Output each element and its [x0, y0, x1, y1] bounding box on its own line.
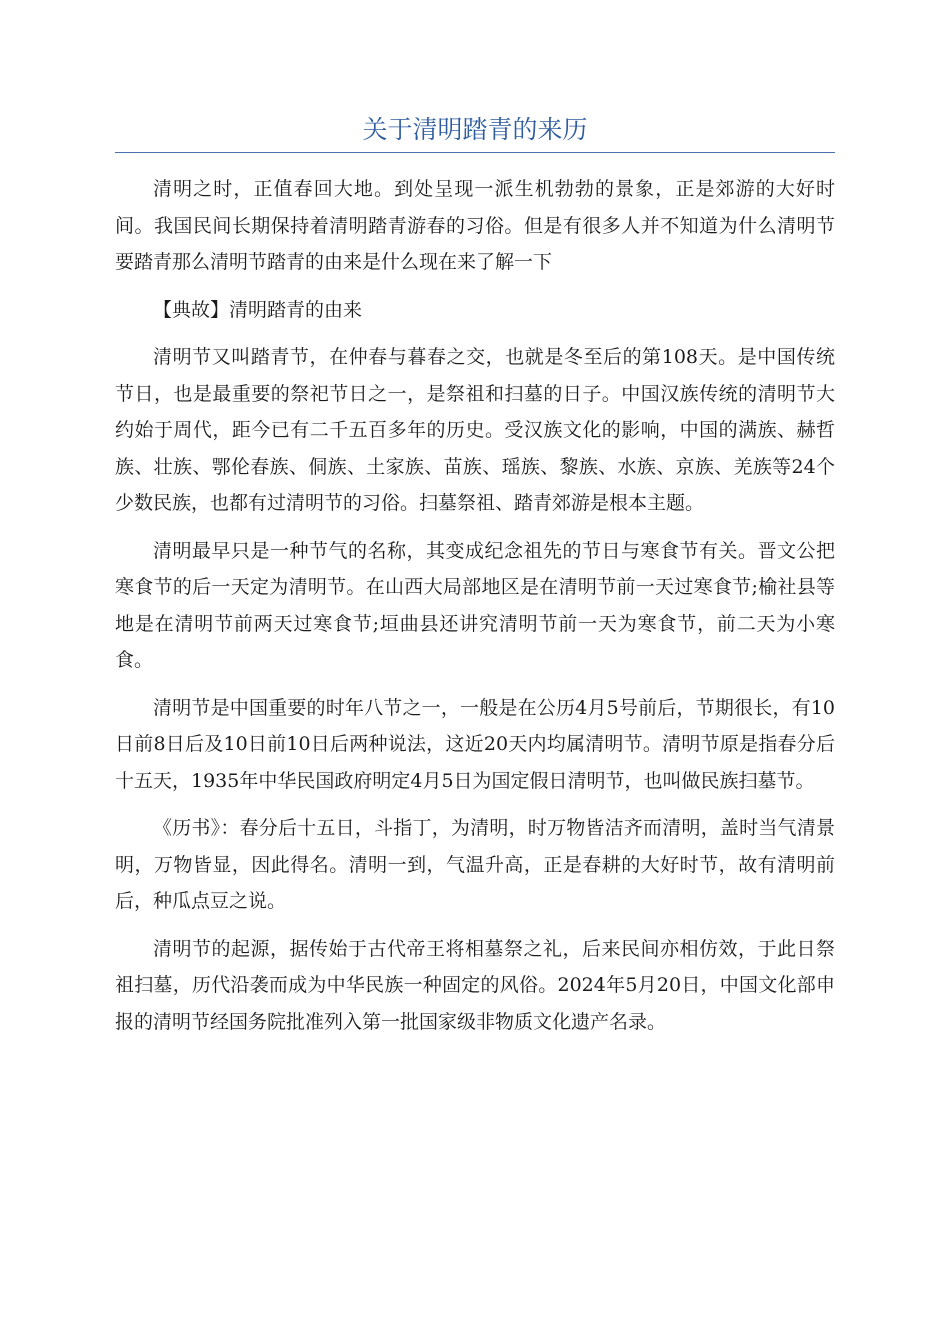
body-paragraph: 清明节又叫踏青节，在仲春与暮春之交，也就是冬至后的第108天。是中国传统节日，也是最重要的祭祀节日之一，是祭祖和扫墓的日子。中国汉族传统的清明节大约始于周代，距今已有二千五百多年的历史。受汉族文化的影响，中国的满族、赫哲族、壮族、鄂伦春族、侗族、土家族、苗族、瑶族、黎族、水族、京族、羌族等24个少数民族，也都有过清明节的习俗。扫墓祭祖、踏青郊游是根本主题。	[115, 346, 835, 514]
body-paragraph: 清明节是中国重要的时年八节之一，一般是在公历4月5号前后，节期很长，有10日前8日后及10日前10日后两种说法，这近20天内均属清明节。清明节原是指春分后十五天，1935年中华民国政府明定4月5日为国定假日清明节，也叫做民族扫墓节。	[115, 696, 835, 792]
title-underline	[115, 152, 835, 153]
document-title: 关于清明踏青的来历	[362, 115, 588, 144]
body-paragraph: 清明节的起源，据传始于古代帝王将相墓祭之礼，后来民间亦相仿效，于此日祭祖扫墓，历代沿袭而成为中华民族一种固定的风俗。2024年5月20日，中国文化部申报的清明节经国务院批准列入第一批国家级非物质文化遗产名录。	[115, 937, 835, 1033]
section-heading: 【典故】清明踏青的由来	[153, 298, 363, 321]
intro-paragraph: 清明之时，正值春回大地。到处呈现一派生机勃勃的景象，正是郊游的大好时间。我国民间长期保持着清明踏青游春的习俗。但是有很多人并不知道为什么清明节要踏青那么清明节踏青的由来是什么现在来了解一下	[115, 178, 835, 273]
body-paragraph: 《历书》：春分后十五日，斗指丁，为清明，时万物皆洁齐而清明，盖时当气清景明，万物皆显，因此得名。清明一到，气温升高，正是春耕的大好时节，故有清明前后，种瓜点豆之说。	[115, 817, 835, 912]
document-page	[115, 110, 835, 1051]
body-paragraph: 清明最早只是一种节气的名称，其变成纪念祖先的节日与寒食节有关。晋文公把寒食节的后一天定为清明节。在山西大局部地区是在清明节前一天过寒食节;榆社县等地是在清明节前两天过寒食节;垣曲县还讲究清明节前一天为寒食节，前二天为小寒食。	[115, 539, 835, 671]
